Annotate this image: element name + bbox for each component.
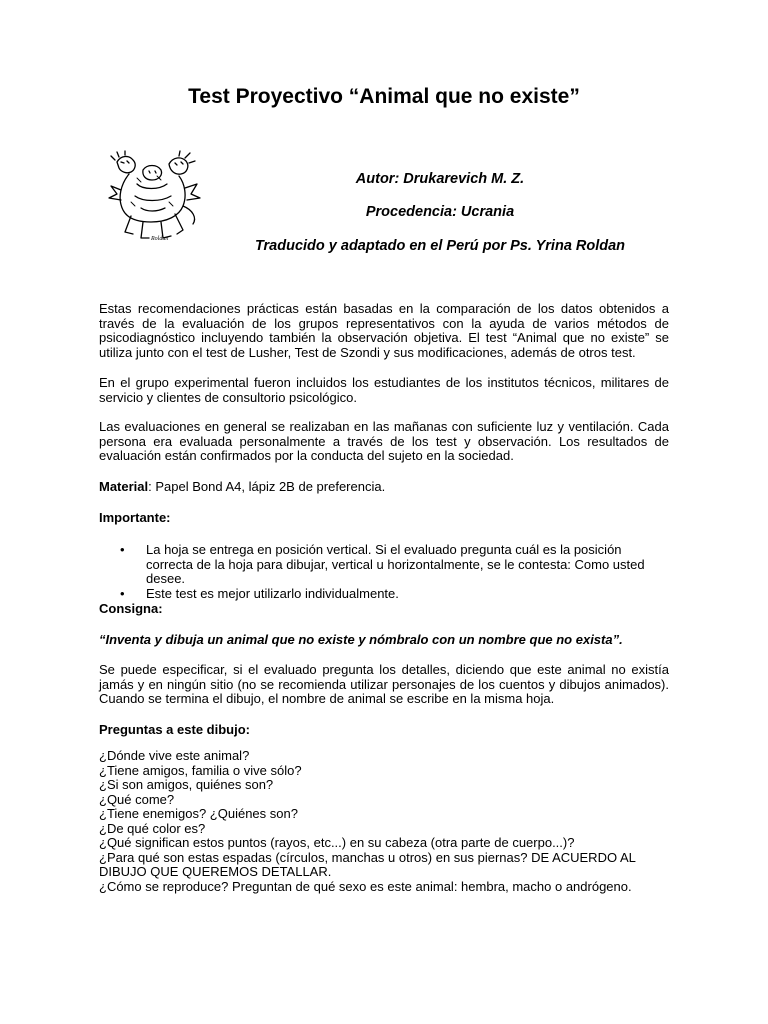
question-item: ¿Dónde vive este animal? — [99, 748, 250, 763]
consigna-text: “Inventa y dibuja un animal que no existe y nómbralo con un nombre que no exista”. — [99, 632, 623, 647]
bullet-icon: • — [120, 542, 125, 557]
questions-list — [99, 749, 669, 894]
illustration-signature: Roldan — [151, 236, 169, 242]
question-item: ¿Qué come? — [99, 791, 175, 807]
origin-line: Procedencia: Ucrania — [365, 204, 515, 220]
question-item: ¿Tiene amigos, familia o vive sólo? — [99, 762, 302, 778]
question-item: ¿Qué significan estos puntos (rayos, etc...) en su cabeza (otra parte de cuerpo...)? — [99, 835, 575, 850]
paragraph-group: En el grupo experimental fueron incluidos los estudiantes de los institutos técnicos, militares de servicio y clientes de consultorio psicológico. — [99, 375, 669, 405]
material-label: Material — [99, 479, 149, 494]
material-line — [99, 480, 669, 495]
material-text: : Papel Bond A4, lápiz 2B de preferencia. — [148, 479, 386, 494]
bullet-icon: • — [120, 585, 125, 601]
question-item: ¿Para qué son estas espadas (círculos, manchas u otros) en sus piernas? DE ACUERDO AL DIBUJO QUE QUEREMOS DETALLAR. — [99, 849, 636, 879]
translation-line: Traducido y adaptado en el Perú por Ps. Yrina Roldan — [254, 238, 626, 254]
paragraph-evaluations: Las evaluaciones en general se realizaban en las mañanas con suficiente luz y ventilación. Cada persona era evaluada personalmente a través de los test y observación. Los resultados de evaluación están confirmados por la conducta del sujeto en la sociedad. — [99, 419, 669, 463]
paragraph-intro: Estas recomendaciones prácticas están basadas en la comparación de los datos obtenidos a través de la evaluación de los grupos representativos con la ayuda de varios métodos de psicodiagnóstico incluyendo también la observación objetiva. El test “Animal que no existe” se utiliza junto con el test de Lusher, Test de Szondi y sus modificaciones, además de otros test. — [99, 301, 669, 360]
question-item: ¿Cómo se reproduce? Preguntan de qué sexo es este animal: hembra, macho o andrógeno. — [99, 878, 632, 894]
animal-drawing-icon — [107, 150, 202, 250]
question-item: ¿Si son amigos, quiénes son? — [99, 777, 274, 792]
questions-heading: Preguntas a este dibujo: — [99, 722, 250, 737]
question-item: ¿Tiene enemigos? ¿Quiénes son? — [99, 806, 298, 821]
page-title: Test Proyectivo “Animal que no existe” — [188, 85, 580, 108]
list-item — [99, 587, 669, 602]
question-item: ¿De qué color es? — [99, 820, 206, 836]
list-item-text: Este test es mejor utilizarlo individualmente. — [146, 585, 399, 601]
important-heading: Importante: — [99, 510, 171, 525]
author-line: Autor: Drukarevich M. Z. — [355, 171, 525, 187]
important-list — [99, 543, 669, 601]
consigna-heading: Consigna: — [99, 601, 163, 616]
paragraph-specify: Se puede especificar, si el evaluado pregunta los detalles, diciendo que este animal no existía jamás y en ningún sitio (no se recomienda utilizar personajes de los cuentos y dibujos animados). Cuando se termina el dibujo, el nombre de animal se escribe en la misma hoja. — [99, 662, 669, 706]
list-item-text: La hoja se entrega en posición vertical. Si el evaluado pregunta cuál es la posición correcta de la hoja para dibujar, vertical u horizontalmente, se le contesta: Como usted desee. — [146, 542, 645, 586]
list-item — [99, 543, 669, 587]
